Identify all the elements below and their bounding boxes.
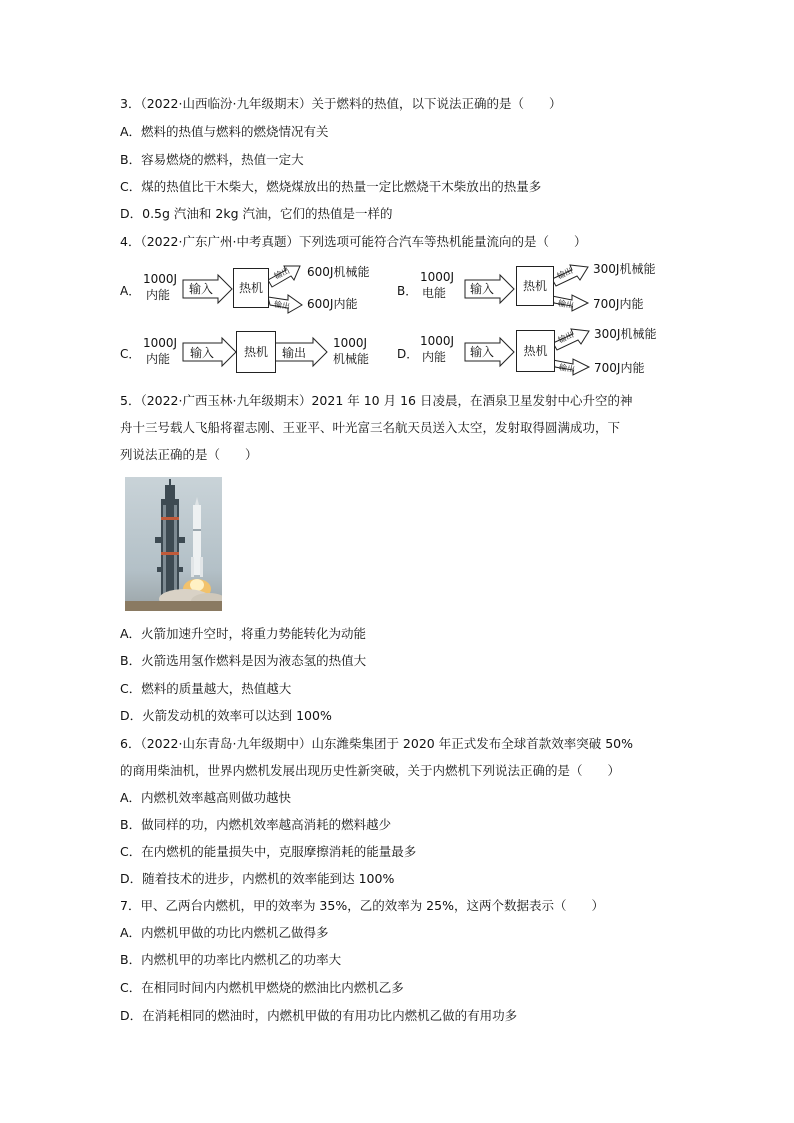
q6-option-d: D．随着技术的进步，内燃机的效率能到达 100% — [120, 871, 395, 886]
q5-stem-line-1: 5．（2022·广西玉林·九年级期末）2021 年 10 月 16 日凌晨，在酒泉卫星发射中心升空的神 — [120, 393, 633, 408]
q4-a-output-tag-2: 输出 — [273, 299, 291, 312]
q5-stem-line-2: 舟十三号载人飞船将翟志刚、王亚平、叶光富三名航天员送入太空，发射取得圆满成功，下 — [120, 420, 621, 435]
q5-stem-line-3: 列说法正确的是（ ） — [120, 447, 258, 462]
q4-d-engine-box: 热机 — [516, 330, 555, 372]
q4-d-input-value: 1000J — [420, 334, 455, 348]
q4-b-engine-box: 热机 — [516, 266, 554, 306]
q7-stem: 7．甲、乙两台内燃机，甲的效率为 35%，乙的效率为 25%，这两个数据表示（ ） — [120, 898, 604, 913]
q4-a-letter: A． — [120, 284, 141, 298]
q4-a-output-1: 600J机械能 — [307, 265, 370, 279]
q4-stem: 4．（2022·广东广州·中考真题）下列选项可能符合汽车等热机能量流向的是（ ） — [120, 234, 587, 249]
q3-option-d: D．0.5g 汽油和 2kg 汽油，它们的热值是一样的 — [120, 206, 393, 221]
q4-d-output-tag-2: 输出 — [558, 362, 576, 375]
q6-option-c: C．在内燃机的能量损失中，克服摩擦消耗的能量最多 — [120, 844, 417, 859]
q7-option-b: B．内燃机甲的功率比内燃机乙的功率大 — [120, 952, 342, 967]
q3-stem: 3．（2022·山西临汾·九年级期末）关于燃料的热值，以下说法正确的是（ ） — [120, 96, 562, 111]
q4-c-input-type: 内能 — [146, 352, 171, 366]
q3-option-a: A．燃料的热值与燃料的燃烧情况有关 — [120, 124, 329, 139]
q4-d-input-label: 输入 — [470, 345, 495, 359]
q4-c-output-type: 机械能 — [333, 352, 370, 366]
q3-option-c: C．煤的热值比干木柴大，燃烧煤放出的热量一定比燃烧干木柴放出的热量多 — [120, 179, 542, 194]
q4-a-input-type: 内能 — [146, 288, 171, 302]
rocket-launch-photo — [125, 477, 222, 611]
q4-energy-flow-arrows — [0, 0, 794, 400]
q4-a-output-tag-1: 输出 — [272, 266, 292, 281]
q4-b-output-2: 700J内能 — [593, 297, 644, 311]
q7-option-a: A．内燃机甲做的功比内燃机乙做得多 — [120, 925, 329, 940]
q6-stem-line-1: 6．（2022·山东青岛·九年级期中）山东潍柴集团于 2020 年正式发布全球首款效率突破 50% — [120, 736, 633, 751]
q3-option-b: B．容易燃烧的燃料，热值一定大 — [120, 152, 304, 167]
q4-c-input-value: 1000J — [143, 336, 178, 350]
q4-b-output-1: 300J机械能 — [593, 262, 656, 276]
q6-option-a: A．内燃机效率越高则做功越快 — [120, 790, 292, 805]
q4-d-output-tag-1: 输出 — [556, 330, 576, 345]
q4-b-output-tag-2: 输出 — [557, 298, 575, 311]
q4-c-output-label: 输出 — [282, 346, 307, 360]
q4-d-letter: D． — [397, 347, 419, 361]
q4-b-output-tag-1: 输出 — [555, 266, 575, 281]
q4-b-input-value: 1000J — [420, 270, 455, 284]
q6-option-b: B．做同样的功，内燃机效率越高消耗的燃料越少 — [120, 817, 392, 832]
q4-d-input-type: 内能 — [422, 350, 447, 364]
q5-option-a: A．火箭加速升空时，将重力势能转化为动能 — [120, 626, 367, 641]
q4-a-input-value: 1000J — [143, 272, 178, 286]
q7-option-d: D．在消耗相同的燃油时，内燃机甲做的有用功比内燃机乙做的有用功多 — [120, 1008, 518, 1023]
q4-a-output-2: 600J内能 — [307, 297, 358, 311]
q5-option-d: D．火箭发动机的效率可以达到 100% — [120, 708, 332, 723]
q4-b-input-type: 电能 — [422, 286, 447, 300]
q4-a-engine-box: 热机 — [233, 268, 269, 308]
q4-c-output-value: 1000J — [333, 336, 368, 350]
q4-b-input-label: 输入 — [470, 282, 495, 296]
q6-stem-line-2: 的商用柴油机，世界内燃机发展出现历史性新突破，关于内燃机下列说法正确的是（ ） — [120, 763, 621, 778]
q4-c-letter: C． — [120, 347, 141, 361]
q4-b-letter: B． — [397, 284, 418, 298]
q5-option-b: B．火箭选用氢作燃料是因为液态氢的热值大 — [120, 653, 367, 668]
q4-c-input-label: 输入 — [190, 346, 215, 360]
q4-d-output-1: 300J机械能 — [594, 327, 657, 341]
q4-c-engine-box: 热机 — [236, 331, 276, 373]
q4-a-input-label: 输入 — [189, 282, 214, 296]
q4-d-output-2: 700J内能 — [594, 361, 645, 375]
q5-option-c: C．燃料的质量越大，热值越大 — [120, 681, 292, 696]
q7-option-c: C．在相同时间内内燃机甲燃烧的燃油比内燃机乙多 — [120, 980, 404, 995]
